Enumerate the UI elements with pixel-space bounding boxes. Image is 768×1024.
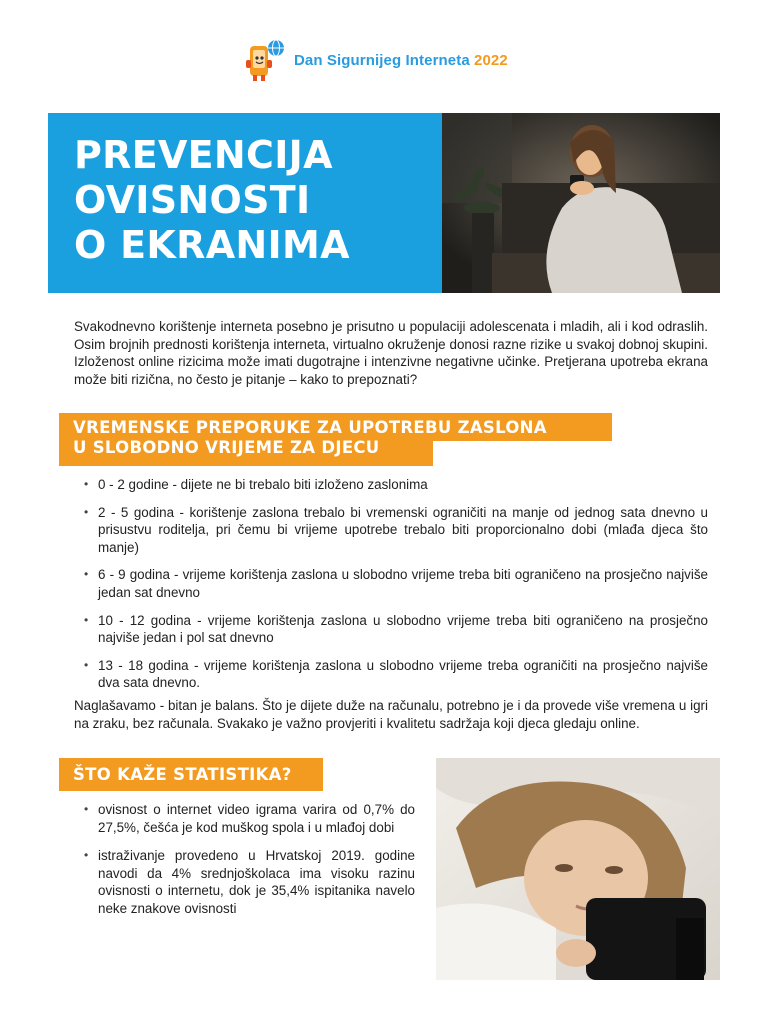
title-line-1: PREVENCIJA (74, 133, 333, 177)
section-heading-line-2: U SLOBODNO VRIJEME ZA DJECU (73, 438, 380, 457)
logo (244, 38, 544, 82)
section-heading-recommendations (73, 418, 547, 458)
logo-name: Dan Sigurnijeg Interneta (294, 51, 470, 69)
list-item: • istraživanje provedeno u Hrvatskoj 2019. godine navodi da 4% srednjoškolaca ima visoku razinu ovisnosti o internetu, dok je 35,4% ispitanika navelo neke znakove ovisnosti (80, 847, 415, 917)
title-line-3: O EKRANIMA (74, 223, 350, 267)
list-item: • ovisnost o internet video igrama varira od 0,7% do 27,5%, češća je kod muškog spola i u mlađoj dobi (80, 801, 415, 836)
statistics-list (80, 801, 415, 929)
section-heading-line-1: VREMENSKE PREPORUKE ZA UPOTREBU ZASLONA (73, 418, 547, 437)
mascot-logo-icon (244, 38, 286, 82)
intro-paragraph: Svakodnevno korištenje interneta posebno je prisutno u populaciji adolescenata i mladih, ali i kod odraslih. Osim brojnih prednosti korištenja interneta, virtualno okruženje donosi razne rizike u svakoj dobnoj skupini. Izloženost online rizicima može imati dugotrajne i intenzivne negativne učinke. Pretjerana upotreba ekrana može biti rizična, no često je pitanje – kako to prepoznati? (74, 319, 708, 387)
list-item: • 13 - 18 godina - vrijeme korištenja zaslona u slobodno vrijeme treba ograničiti na prosječno najviše dva sata dnevno. (80, 657, 708, 692)
logo-year: 2022 (474, 51, 508, 69)
list-item: • 2 - 5 godina - korištenje zaslona trebalo bi vremenski ograničiti na manje od jednog sata dnevno u prisustvu roditelja, pri čemu bi vrijeme upotrebe trebalo biti proporcionalno dobi (mlađa djeca što manje) (80, 504, 708, 557)
balance-paragraph: Naglašavamo - bitan je balans. Što je dijete duže na računalu, potrebno je i da provede više vremena u igri na zraku, bez računala. Svakako je važno provjeriti i kvalitetu sadržaja koji djeca gledaju online. (74, 698, 708, 731)
recommendations-list (80, 476, 708, 702)
globe-icon (268, 40, 284, 56)
section-heading-statistics: ŠTO KAŽE STATISTIKA? (73, 765, 292, 784)
hero-photo-girl-with-phone (442, 113, 720, 293)
title-line-2: OVISNOSTI (74, 178, 311, 222)
logo-text (294, 52, 508, 69)
list-item: • 6 - 9 godina - vrijeme korištenja zaslona u slobodno vrijeme treba biti ograničeno na prosječno najviše jedan sat dnevno (80, 566, 708, 601)
list-item: • 10 - 12 godina - vrijeme korištenja zaslona u slobodno vrijeme treba biti ograničeno na prosječno najviše jedan i pol sat dnevno (80, 612, 708, 647)
photo-girl-in-bed-with-phone (436, 758, 720, 980)
list-item: • 0 - 2 godine - dijete ne bi trebalo biti izloženo zaslonima (80, 476, 708, 494)
page-title (74, 133, 350, 268)
hero-banner (48, 113, 442, 293)
